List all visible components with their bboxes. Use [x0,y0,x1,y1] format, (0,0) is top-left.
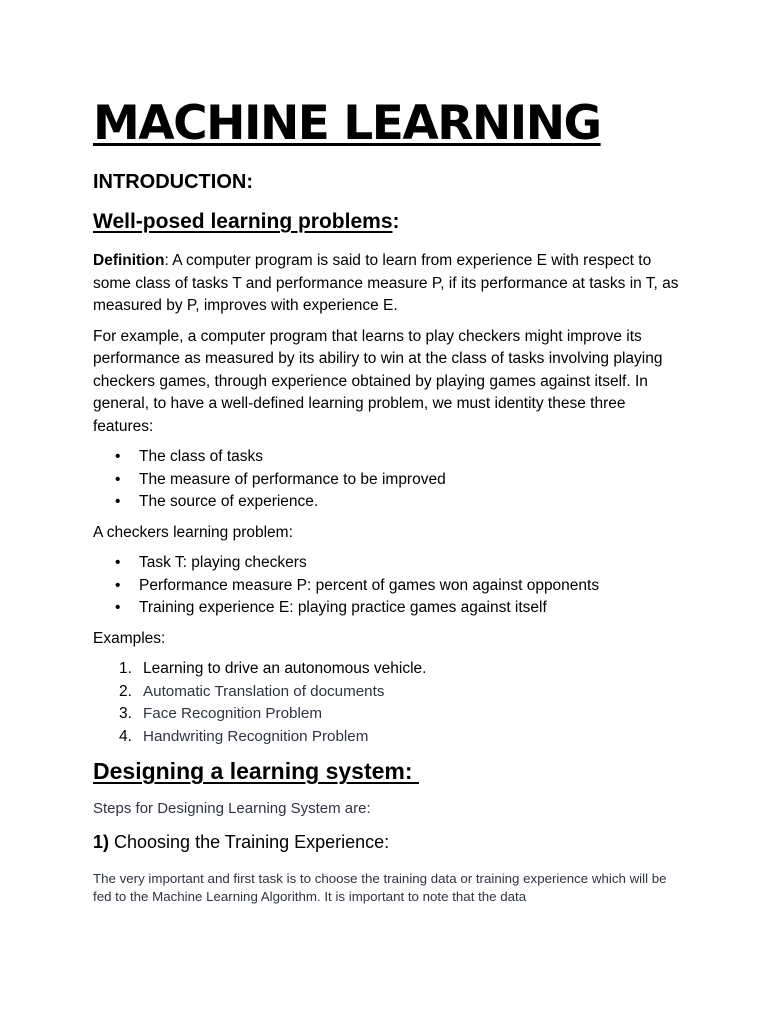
section-heading-well-posed [93,209,683,235]
definition-label: Definition [93,252,165,269]
example-paragraph: For example, a computer program that learns to play checkers might improve its performance as measured by its abiliry to win at the class of tasks involving playing checkers games, through experience obtained by playing games against itself. In general, to have a well-defined learning problem, we must identity these three features: [93,327,663,435]
list-item [93,726,683,749]
bullet-icon: • [115,493,121,510]
list-item-text: The class of tasks [139,448,264,465]
list-item-text: Face Recognition Problem [143,705,322,722]
document-title: MACHINE LEARNING [93,96,601,151]
list-item [93,469,683,492]
features-list [93,446,683,514]
list-item [93,552,683,575]
checkers-intro: A checkers learning problem: [93,523,293,541]
step-heading [93,830,683,854]
bullet-icon: • [115,448,121,465]
list-item [93,681,683,704]
list-item-text: Task T: playing checkers [139,554,307,571]
section-heading-colon: : [392,210,400,233]
document-page [93,96,683,906]
examples-list [93,658,683,748]
section-heading-text: Well-posed learning problems [93,210,393,233]
step-number: 1) [93,832,110,852]
list-item-text: The measure of performance to be improved [139,470,446,488]
list-item-text: Handwriting Recognition Problem [143,727,369,745]
step-title: Choosing the Training Experience: [109,832,390,852]
definition-paragraph [93,250,683,318]
checkers-list [93,552,683,620]
list-item-text: Learning to drive an autonomous vehicle. [143,660,427,677]
examples-label: Examples: [93,629,166,647]
list-item [93,597,683,620]
bullet-icon: • [115,554,121,571]
list-item [93,575,683,598]
list-number: 3. [119,705,132,722]
definition-text: : A computer program is said to learn from experience E with respect to some class of tasks T and performance measure P, if its performance at tasks in T, as measured by P, improves with experience E. [93,252,679,314]
list-item-text: Performance measure P: percent of games won against opponents [139,576,600,594]
list-item-text: The source of experience. [139,493,319,510]
bullet-icon: • [115,470,121,488]
bullet-icon: • [115,576,121,594]
list-item [93,703,683,726]
step-body: The very important and first task is to choose the training data or training experience which will be fed to the Machine Learning Algorithm. It is important to note that the data [93,871,667,904]
steps-intro: Steps for Designing Learning System are: [93,800,371,817]
section-heading-designing: Designing a learning system: [93,758,419,784]
list-item-text: Automatic Translation of documents [143,682,385,700]
list-item [93,491,683,514]
list-number: 2. [119,682,132,700]
introduction-heading: INTRODUCTION: [93,171,253,193]
list-number: 1. [119,660,132,677]
list-item [93,446,683,469]
list-item-text: Training experience E: playing practice games against itself [139,599,547,616]
list-item [93,658,683,681]
bullet-icon: • [115,599,121,616]
list-number: 4. [119,727,132,745]
